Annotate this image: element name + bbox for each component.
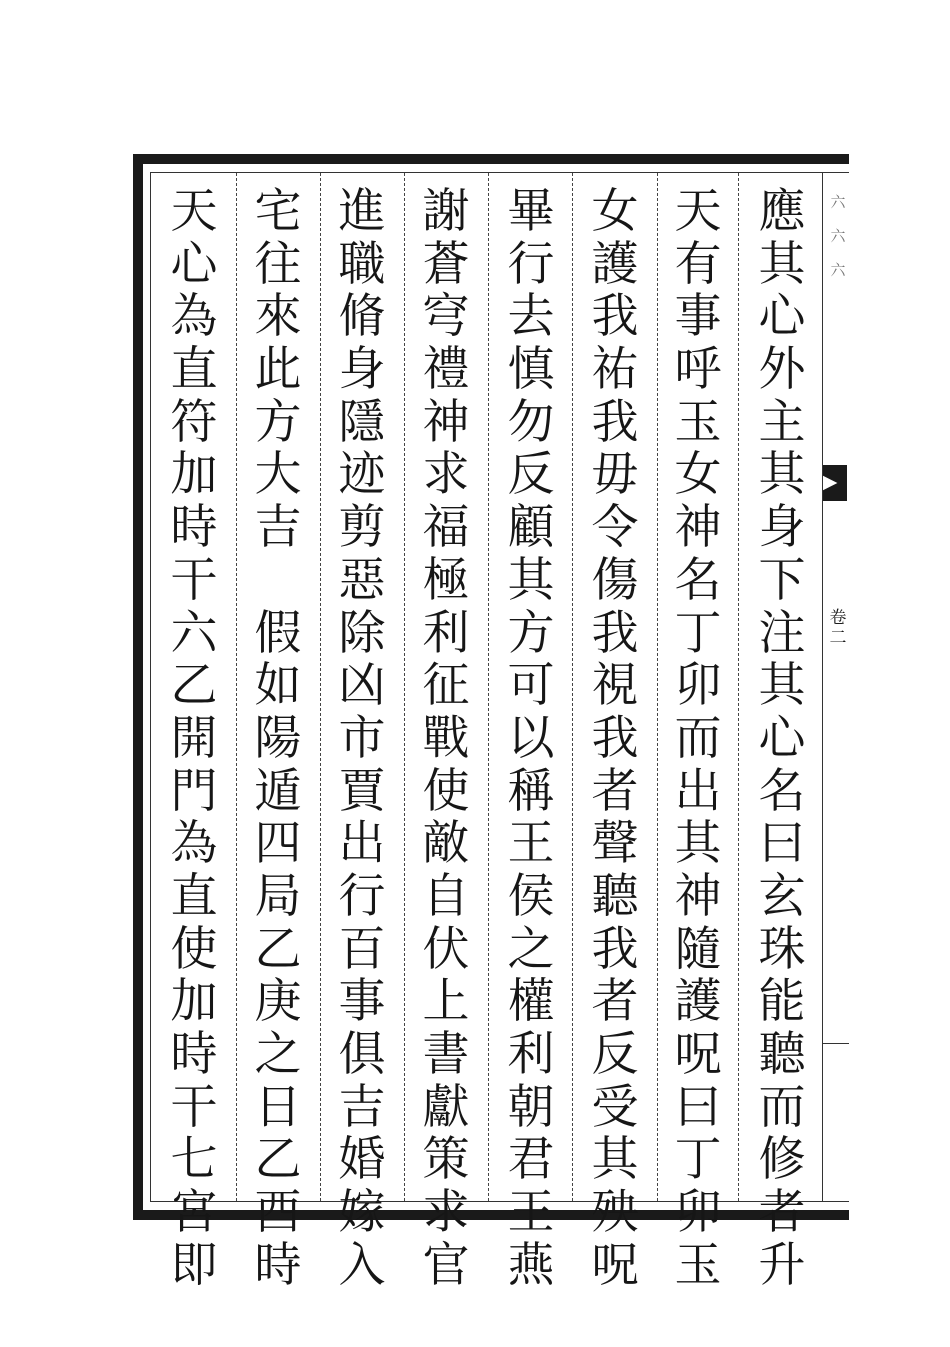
- column-character: 曰: [758, 816, 806, 872]
- column-character: 者: [591, 974, 639, 1030]
- column-character: 使: [422, 763, 470, 819]
- column-character: 市: [338, 710, 386, 766]
- juan-label: 卷二: [829, 608, 847, 648]
- column-character: 呼: [674, 342, 722, 398]
- column-character: 女: [591, 184, 639, 239]
- column-character: 乙: [170, 658, 218, 714]
- column-character: 其: [758, 658, 806, 714]
- column-character: 以: [507, 710, 555, 766]
- column-character: 書: [422, 1027, 470, 1082]
- column-character: 時: [170, 1027, 218, 1082]
- column-character: 乙: [254, 1132, 302, 1188]
- fore-edge-top-glyphs: 六六六: [830, 193, 846, 279]
- column-character: 惡: [338, 552, 386, 608]
- column-character: 出: [338, 816, 386, 872]
- column-character: 稱: [507, 763, 555, 819]
- column-character: 聲: [591, 816, 639, 872]
- column-character: 極: [422, 552, 470, 608]
- column-character: [238, 555, 318, 608]
- column-character: 珠: [758, 921, 806, 977]
- column-character: 穹: [422, 289, 470, 345]
- column-character: 吉: [254, 500, 302, 556]
- column-character: 行: [338, 868, 386, 924]
- column-character: 侯: [507, 868, 555, 924]
- column-character: 聽: [758, 1027, 806, 1082]
- column-character: 名: [758, 763, 806, 819]
- column-character: 注: [758, 605, 806, 661]
- column-character: 我: [591, 921, 639, 977]
- column-character: 其: [758, 236, 806, 292]
- column-character: 事: [338, 974, 386, 1030]
- column-character: 應: [758, 184, 806, 239]
- column-character: 朝: [507, 1079, 555, 1135]
- column-character: 利: [422, 605, 470, 661]
- column-character: 事: [674, 289, 722, 345]
- column-character: 求: [422, 447, 470, 503]
- column-character: 婚: [338, 1132, 386, 1188]
- column-character: 即: [170, 1237, 218, 1293]
- column-character: 天: [674, 184, 722, 239]
- column-character: 俱: [338, 1027, 386, 1082]
- column-character: 為: [170, 289, 218, 345]
- column-character: 宮: [170, 1185, 218, 1241]
- column-character: 其: [758, 447, 806, 503]
- column-character: 玄: [758, 868, 806, 924]
- column-character: 可: [507, 658, 555, 714]
- text-column-8: [154, 186, 234, 1292]
- column-character: 戰: [422, 710, 470, 766]
- column-character: 干: [170, 1079, 218, 1135]
- column-rule: [572, 173, 573, 1201]
- column-character: 護: [674, 974, 722, 1030]
- column-character: 毋: [591, 447, 639, 503]
- fore-edge-vertical-rule: [822, 172, 823, 1202]
- column-character: 下: [758, 552, 806, 608]
- column-character: 干: [170, 552, 218, 608]
- column-character: 自: [422, 868, 470, 924]
- column-character: 策: [422, 1132, 470, 1188]
- column-character: 隨: [674, 921, 722, 977]
- column-character: 時: [254, 1237, 302, 1293]
- column-character: 脩: [338, 289, 386, 345]
- column-character: 而: [758, 1079, 806, 1135]
- column-character: 庚: [254, 974, 302, 1030]
- column-character: 六: [170, 605, 218, 661]
- text-column-3: [575, 186, 655, 1292]
- column-character: 聽: [591, 868, 639, 924]
- text-column-1: [742, 186, 822, 1292]
- column-character: 迹: [338, 447, 386, 503]
- text-column-4: [491, 186, 571, 1292]
- column-character: 隱: [338, 394, 386, 450]
- column-character: 反: [507, 447, 555, 503]
- column-character: 其: [674, 816, 722, 872]
- column-character: 權: [507, 974, 555, 1030]
- column-character: 顧: [507, 500, 555, 556]
- column-character: 行: [507, 236, 555, 292]
- column-character: 之: [507, 921, 555, 977]
- column-character: 主: [758, 394, 806, 450]
- column-character: 大: [254, 447, 302, 503]
- column-character: 宅: [254, 184, 302, 239]
- column-character: 殃: [591, 1185, 639, 1241]
- column-character: 直: [170, 342, 218, 398]
- column-character: 心: [170, 236, 218, 292]
- column-character: 視: [591, 658, 639, 714]
- column-character: 乙: [254, 921, 302, 977]
- column-character: 去: [507, 289, 555, 345]
- column-character: 君: [507, 1132, 555, 1188]
- column-character: 受: [591, 1079, 639, 1135]
- column-character: 福: [422, 500, 470, 556]
- column-character: 我: [591, 394, 639, 450]
- column-character: 卯: [674, 1185, 722, 1241]
- column-character: 護: [591, 236, 639, 292]
- column-character: 謝: [422, 184, 470, 239]
- column-character: 伏: [422, 921, 470, 977]
- column-character: 者: [591, 763, 639, 819]
- column-character: 王: [507, 1185, 555, 1241]
- column-character: 神: [674, 868, 722, 924]
- column-character: 能: [758, 974, 806, 1030]
- column-character: 除: [338, 605, 386, 661]
- column-character: 加: [170, 974, 218, 1030]
- text-column-5: [406, 186, 486, 1292]
- column-character: 慎: [507, 342, 555, 398]
- column-character: 玉: [674, 394, 722, 450]
- text-column-2: [658, 186, 738, 1292]
- column-character: 陽: [254, 710, 302, 766]
- column-rule: [236, 173, 237, 1201]
- column-character: 身: [758, 500, 806, 556]
- column-character: 禮: [422, 342, 470, 398]
- column-character: 職: [338, 236, 386, 292]
- column-character: 心: [758, 710, 806, 766]
- column-character: 女: [674, 447, 722, 503]
- column-character: 勿: [507, 394, 555, 450]
- column-character: 出: [674, 763, 722, 819]
- column-character: 升: [758, 1237, 806, 1293]
- column-character: 酉: [254, 1185, 302, 1241]
- column-character: 名: [674, 552, 722, 608]
- column-character: 之: [254, 1027, 302, 1082]
- column-character: 方: [254, 394, 302, 450]
- column-character: 而: [674, 710, 722, 766]
- column-rule: [404, 173, 405, 1201]
- column-character: 門: [170, 763, 218, 819]
- column-rule: [320, 173, 321, 1201]
- column-character: 加: [170, 447, 218, 503]
- column-character: 有: [674, 236, 722, 292]
- column-rule: [488, 173, 489, 1201]
- column-character: 直: [170, 868, 218, 924]
- text-column-6: [322, 186, 402, 1292]
- column-character: 入: [338, 1237, 386, 1293]
- column-character: 求: [422, 1185, 470, 1241]
- column-character: 上: [422, 974, 470, 1030]
- column-character: 使: [170, 921, 218, 977]
- column-character: 令: [591, 500, 639, 556]
- column-character: 呪: [674, 1027, 722, 1082]
- column-character: 身: [338, 342, 386, 398]
- column-character: 畢: [507, 184, 555, 239]
- column-character: 四: [254, 816, 302, 872]
- column-character: 天: [170, 184, 218, 239]
- column-character: 心: [758, 289, 806, 345]
- column-character: 此: [254, 342, 302, 398]
- column-character: 如: [254, 658, 302, 714]
- column-character: 卯: [674, 658, 722, 714]
- column-character: 呪: [591, 1237, 639, 1293]
- column-character: 傷: [591, 552, 639, 608]
- column-character: 反: [591, 1027, 639, 1082]
- column-character: 剪: [338, 500, 386, 556]
- column-character: 我: [591, 710, 639, 766]
- column-character: 百: [338, 921, 386, 977]
- column-character: 神: [422, 394, 470, 450]
- column-character: 往: [254, 236, 302, 292]
- column-character: 其: [507, 552, 555, 608]
- text-column-7: [238, 186, 318, 1292]
- column-character: 蒼: [422, 236, 470, 292]
- column-character: 賈: [338, 763, 386, 819]
- column-character: 修: [758, 1132, 806, 1188]
- column-character: 凶: [338, 658, 386, 714]
- column-rule: [738, 173, 739, 1201]
- column-character: 曰: [674, 1079, 722, 1135]
- fore-edge-rule: [822, 1043, 849, 1044]
- column-character: 遁: [254, 763, 302, 819]
- column-character: 假: [254, 605, 302, 661]
- column-character: 外: [758, 342, 806, 398]
- column-character: 獻: [422, 1079, 470, 1135]
- column-character: 神: [674, 500, 722, 556]
- column-character: 丁: [674, 1132, 722, 1188]
- column-character: 嫁: [338, 1185, 386, 1241]
- column-character: 局: [254, 868, 302, 924]
- column-character: 方: [507, 605, 555, 661]
- column-character: 時: [170, 500, 218, 556]
- column-character: 日: [254, 1079, 302, 1135]
- column-character: 為: [170, 816, 218, 872]
- column-character: 者: [758, 1185, 806, 1241]
- column-character: 符: [170, 394, 218, 450]
- column-character: 七: [170, 1132, 218, 1188]
- column-character: 燕: [507, 1237, 555, 1293]
- column-character: 丁: [674, 605, 722, 661]
- column-character: 祐: [591, 342, 639, 398]
- column-character: 其: [591, 1132, 639, 1188]
- column-character: 敵: [422, 816, 470, 872]
- column-character: 吉: [338, 1079, 386, 1135]
- column-character: 征: [422, 658, 470, 714]
- column-character: 我: [591, 605, 639, 661]
- column-character: 玉: [674, 1237, 722, 1293]
- column-character: 官: [422, 1237, 470, 1293]
- column-character: 利: [507, 1027, 555, 1082]
- column-character: 王: [507, 816, 555, 872]
- column-character: 來: [254, 289, 302, 345]
- column-character: 開: [170, 710, 218, 766]
- column-character: 進: [338, 184, 386, 239]
- column-character: 我: [591, 289, 639, 345]
